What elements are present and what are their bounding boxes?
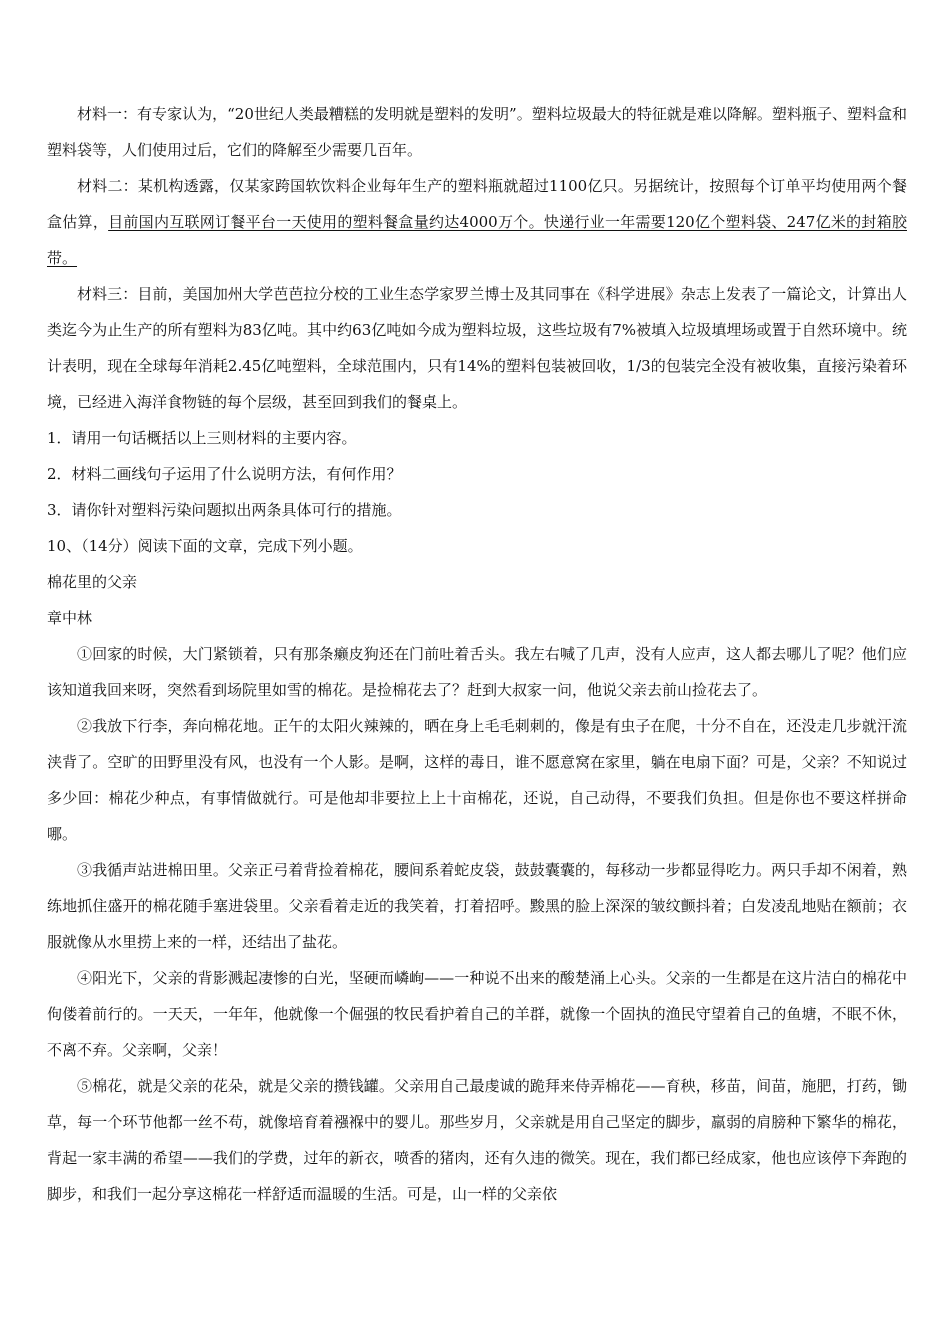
section-heading: 10、（14分）阅读下面的文章，完成下列小题。 [47, 537, 363, 555]
article-author: 章中林 [47, 609, 93, 627]
material-two-underlined-sentence: 目前国内互联网订餐平台一天使用的塑料餐盒量约达4000万个。快递行业一年需要120亿个塑料袋、247亿米的封箱胶带。 [47, 213, 907, 267]
document-page [47, 96, 907, 1212]
article-title: 棉花里的父亲 [47, 573, 138, 591]
article-paragraph-1: ①回家的时候，大门紧锁着，只有那条癞皮狗还在门前吐着舌头。我左右喊了几声，没有人应声，这人都去哪儿了呢？他们应该知道我回来呀，突然看到场院里如雪的棉花。是捡棉花去了？赶到大叔家一问，他说父亲去前山捡花去了。 [47, 645, 907, 699]
material-two-lead: 材料二：某机构透露，仅某家跨国软饮料企业每年生产的塑料瓶就超过1100亿只。另据统计，按照每个订单平均使用两个餐盒估算， [47, 177, 907, 231]
article-paragraph-2: ②我放下行李，奔向棉花地。正午的太阳火辣辣的，晒在身上毛毛刺刺的，像是有虫子在爬，十分不自在，还没走几步就汗流浃背了。空旷的田野里没有风，也没有一个人影。是啊，这样的毒日，谁不愿意窝在家里，躺在电扇下面？可是，父亲？不知说过多少回：棉花少种点，有事情做就行。可是他却非要拉上上十亩棉花，还说，自己动得，不要我们负担。但是你也不要这样拼命哪。 [47, 717, 907, 843]
material-two [47, 168, 907, 276]
article-paragraph-4: ④阳光下，父亲的背影溅起凄惨的白光，坚硬而嶙峋——一种说不出来的酸楚涌上心头。父亲的一生都是在这片洁白的棉花中佝偻着前行的。一天天，一年年，他就像一个倔强的牧民看护着自己的羊群，就像一个固执的渔民守望着自己的鱼塘，不眠不休，不离不弃。父亲啊，父亲！ [47, 969, 907, 1059]
question-3: 3．请你针对塑料污染问题拟出两条具体可行的措施。 [47, 501, 402, 519]
question-2: 2．材料二画线句子运用了什么说明方法，有何作用？ [47, 465, 402, 483]
article-paragraph-5: ⑤棉花，就是父亲的花朵，就是父亲的攒钱罐。父亲用自己最虔诚的跪拜来侍弄棉花——育秧，移苗，间苗，施肥，打药，锄草，每一个环节他都一丝不苟，就像培育着襁褓中的婴儿。那些岁月，父亲就是用自己坚定的脚步，羸弱的肩膀种下繁华的棉花，背起一家丰满的希望——我们的学费，过年的新衣，喷香的猪肉，还有久违的微笑。现在，我们都已经成家，他也应该停下奔跑的脚步，和我们一起分享这棉花一样舒适而温暖的生活。可是，山一样的父亲依 [47, 1077, 907, 1203]
article-paragraph-3: ③我循声站进棉田里。父亲正弓着背捡着棉花，腰间系着蛇皮袋，鼓鼓囊囊的，每移动一步都显得吃力。两只手却不闲着，熟练地抓住盛开的棉花随手塞进袋里。父亲看着走近的我笑着，打着招呼。黢黑的脸上深深的皱纹颤抖着；白发凌乱地贴在额前；衣服就像从水里捞上来的一样，还结出了盐花。 [47, 861, 907, 951]
material-one: 材料一：有专家认为，“20世纪人类最糟糕的发明就是塑料的发明”。塑料垃圾最大的特征就是难以降解。塑料瓶子、塑料盒和塑料袋等，人们使用过后，它们的降解至少需要几百年。 [47, 105, 907, 159]
question-1: 1．请用一句话概括以上三则材料的主要内容。 [47, 429, 357, 447]
material-three: 材料三：目前，美国加州大学芭芭拉分校的工业生态学家罗兰博士及其同事在《科学进展》杂志上发表了一篇论文，计算出人类迄今为止生产的所有塑料为83亿吨。其中约63亿吨如今成为塑料垃圾，这些垃圾有7%被填入垃圾填埋场或置于自然环境中。统计表明，现在全球每年消耗2.45亿吨塑料，全球范围内，只有14%的塑料包装被回收，1/3的包装完全没有被收集，直接污染着环境，已经进入海洋食物链的每个层级，甚至回到我们的餐桌上。 [47, 285, 907, 411]
